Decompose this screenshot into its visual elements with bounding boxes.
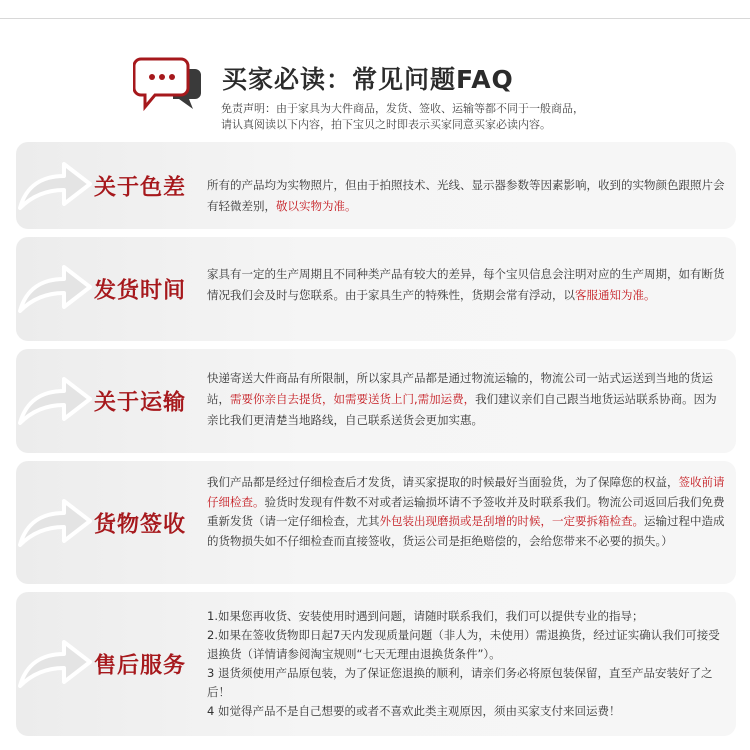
highlight-text: 客服通知为准。 <box>575 288 656 302</box>
curved-arrow-icon <box>16 373 94 429</box>
highlight-text: 敬以实物为准。 <box>276 199 357 213</box>
top-divider <box>0 18 750 19</box>
section-title: 售后服务 <box>94 653 187 679</box>
section-text: 所有的产品均为实物照片，但由于拍照技术、光线、显示器参数等因素影响，收到的实物颜色跟照片会有轻微差别，敬以实物为准。 <box>207 178 725 213</box>
faq-card-color-difference <box>16 142 736 229</box>
section-text: 家具有一定的生产周期且不同种类产品有较大的差异，每个宝贝信息会注明对应的生产周期，如有断货情况我们会及时与您联系。由于家具生产的特殊性，货期会常有浮动，以客服通知为准。 <box>207 267 725 302</box>
section-title: 发货时间 <box>94 278 187 304</box>
disclaimer-line-1: 免责声明：由于家具为大件商品，发货、签收、运输等都不同于一般商品， <box>221 102 584 115</box>
disclaimer-line-2: 请认真阅读以下内容，拍下宝贝之时即表示买家同意买家必读内容。 <box>221 118 551 131</box>
section-title: 货物签收 <box>94 512 187 537</box>
list-item: 3 退货须使用产品原包装，为了保证您退换的顺利，请亲们务必将原包装保留，直至产品安装好了之后！ <box>207 666 713 699</box>
section-title: 关于运输 <box>94 390 187 416</box>
faq-card-transport <box>16 349 736 453</box>
list-item: 2.如果在签收货物即日起7天内发现质量问题（非人为，未使用）需退换货，经过证实确认我们可接受退换货（详情请参阅淘宝规则“七天无理由退换货条件”）。 <box>207 628 720 661</box>
highlight-text: 需要你亲自去提货，如需要送货上门,需加运费， <box>230 392 476 406</box>
section-text: 快递寄送大件商品有所限制，所以家具产品都是通过物流运输的，物流公司一站式运送到当地的货运站，需要你亲自去提货，如需要送货上门,需加运费，我们建议亲们自己跟当地货运站联系协商。因为亲比我们更清楚当地路线，自己联系送货会更加实惠。 <box>207 371 717 427</box>
curved-arrow-icon <box>16 158 94 214</box>
faq-card-receipt <box>16 461 736 584</box>
curved-arrow-icon <box>16 636 94 692</box>
faq-card-after-sales <box>16 592 736 736</box>
highlight-text: 签收前请仔细检查。 <box>207 475 725 509</box>
section-text: 我们产品都是经过仔细检查后才发货，请买家提取的时候最好当面验货，为了保障您的权益，签收前请仔细检查。验货时发现有件数不对或者运输损坏请不予签收并及时联系我们。物流公司返回后我们免费重新发货（请一定仔细检查，尤其外包装出现磨损或是刮增的时候，一定要拆箱检查。运输过程中造成的货物损失如不仔细检查而直接签收，货运公司是拒绝赔偿的，会给您带来不必要的损失。） <box>207 475 725 548</box>
section-text <box>207 607 727 721</box>
chat-bubble-icon <box>133 55 203 113</box>
list-item: 1.如果您再收货、安装使用时遇到问题，请随时联系我们，我们可以提供专业的指导； <box>207 609 644 623</box>
curved-arrow-icon <box>16 495 94 551</box>
section-title: 关于色差 <box>94 175 187 200</box>
highlight-text: 外包装出现磨损或是刮增的时候，一定要拆箱检查。 <box>379 514 644 528</box>
faq-card-shipping-time <box>16 237 736 341</box>
list-item: 4 如觉得产品不是自己想要的或者不喜欢此类主观原因，须由买家支付来回运费！ <box>207 704 621 718</box>
curved-arrow-icon <box>16 261 94 317</box>
page-title: 买家必读：常见问题FAQ <box>222 65 514 94</box>
disclaimer <box>221 101 584 133</box>
